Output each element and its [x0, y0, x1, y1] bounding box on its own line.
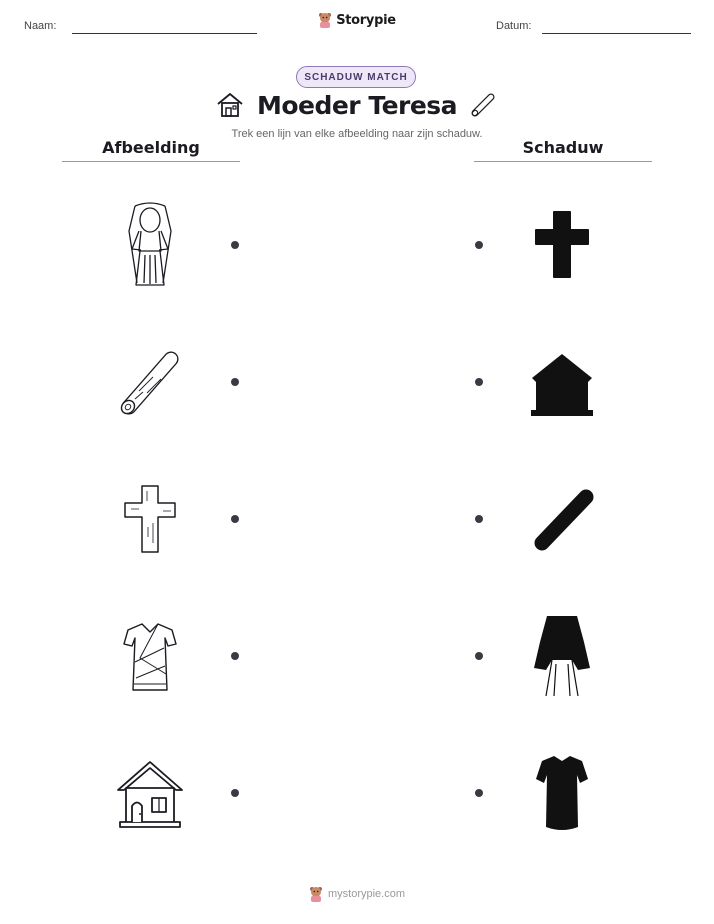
sari-picture — [110, 611, 190, 701]
right-match-dot[interactable] — [475, 378, 483, 386]
house-icon — [215, 90, 245, 120]
instruction-text: Trek een lijn van elke afbeelding naar zijn schaduw. — [231, 128, 483, 140]
activity-badge: SCHADUW MATCH — [296, 66, 416, 88]
cross-shadow-icon — [534, 210, 590, 280]
right-match-dot[interactable] — [475, 241, 483, 249]
log-icon — [469, 90, 499, 120]
left-column-rule — [62, 161, 240, 162]
left-match-dot[interactable] — [231, 515, 239, 523]
left-column-header: Afbeelding — [102, 138, 200, 157]
house-shadow — [522, 337, 602, 427]
date-field-line[interactable] — [542, 33, 691, 34]
nun-outline-icon — [117, 201, 183, 289]
footer — [0, 886, 714, 902]
right-column-rule — [474, 161, 652, 162]
name-field-line[interactable] — [72, 33, 257, 34]
sari-shadow — [522, 748, 602, 838]
right-match-dot[interactable] — [475, 789, 483, 797]
right-column-header: Schaduw — [522, 138, 604, 157]
bear-mascot-icon — [318, 12, 332, 28]
nun-shadow — [522, 611, 602, 701]
cross-shadow — [522, 200, 602, 290]
house-outline-icon — [114, 756, 186, 830]
sari-shadow-icon — [534, 753, 590, 833]
left-match-dot[interactable] — [231, 789, 239, 797]
log-shadow-icon — [526, 483, 598, 555]
log-outline-icon — [117, 347, 183, 417]
brand-logo — [0, 12, 714, 28]
right-match-dot[interactable] — [475, 515, 483, 523]
name-label: Naam: — [24, 20, 57, 32]
brand-name: Storypie — [336, 12, 396, 28]
sari-outline-icon — [120, 618, 180, 694]
bear-mascot-icon — [309, 886, 323, 902]
date-label: Datum: — [496, 20, 532, 32]
footer-site-link[interactable]: mystorypie.com — [327, 888, 406, 900]
right-match-dot[interactable] — [475, 652, 483, 660]
log-picture — [110, 337, 190, 427]
house-shadow-icon — [526, 346, 598, 418]
log-shadow — [522, 474, 602, 564]
page-title: Moeder Teresa — [256, 90, 458, 120]
left-match-dot[interactable] — [231, 652, 239, 660]
left-match-dot[interactable] — [231, 378, 239, 386]
title-row — [0, 90, 714, 120]
house-picture — [110, 748, 190, 838]
nun-shadow-icon — [532, 612, 592, 700]
nun-picture — [110, 200, 190, 290]
cross-outline-icon — [121, 483, 179, 555]
left-match-dot[interactable] — [231, 241, 239, 249]
cross-picture — [110, 474, 190, 564]
